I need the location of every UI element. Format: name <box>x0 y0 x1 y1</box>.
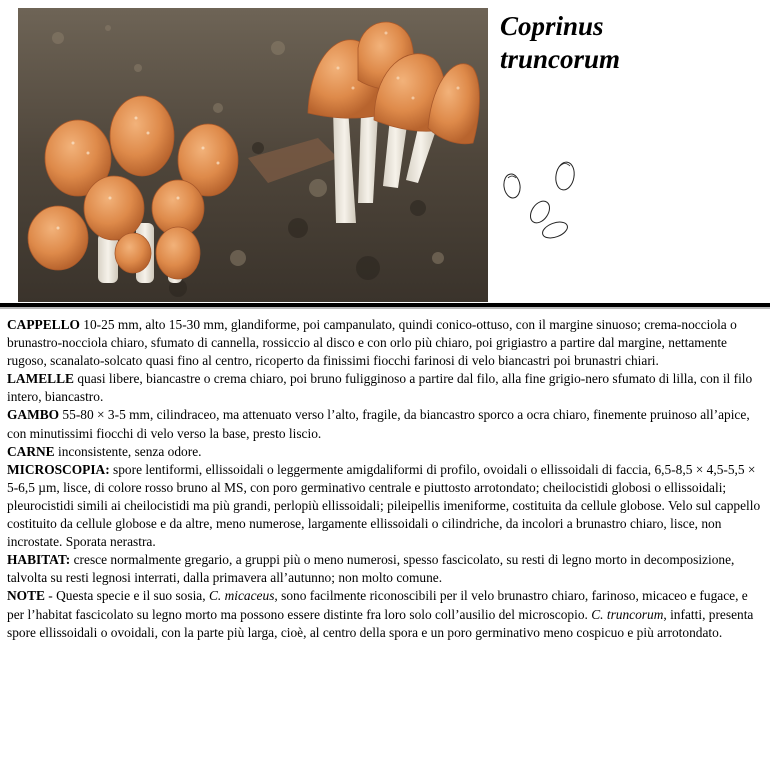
section-habitat <box>7 551 762 587</box>
species-title <box>500 10 620 76</box>
species-name: truncorum <box>500 44 621 74</box>
section-text: - Questa specie e il suo sosia, <box>44 588 209 604</box>
section-carne <box>7 443 762 461</box>
section-cappello <box>7 316 762 370</box>
mushroom-photo <box>18 8 488 302</box>
section-text: 55-80 × 3-5 mm, cilindraceo, ma attenuato verso l’alto, fragile, da biancastro sporco a ocra chiaro, finemente pruinoso all’apice, con minutissimi fiocchi di velo verso la base, presto liscio. <box>7 407 750 441</box>
section-text: spore lentiformi, ellissoidali o leggermente amigdaliformi di profilo, ovoidali o ellissoidali di faccia, 6,5-8,5 × 4,5-5,5 × 5-6,5 µm, lisce, di colore rosso bruno al MS, con poro germinativo centrale e piuttosto arrotondato; cheilocistidi globosi o ellissoidali; pleurocistidi simili ai cheilocistidi ma più grandi, perlopiù ellissoidali; pileipellis imeniforme, costituita da cellule globose. Velo sul cappello costituito da cellule globose e da altre, meno numerose, largamente ellissoidali o cilindriche, da incolori a brunastro chiaro, lisce, non incrostate. Sporata nerastra. <box>7 461 761 550</box>
separator-rule <box>0 303 770 307</box>
section-lamelle <box>7 370 762 406</box>
section-gambo <box>7 406 762 442</box>
species-reference: C. truncorum <box>591 606 664 622</box>
spore-icon <box>502 173 521 199</box>
section-text: 10-25 mm, alto 15-30 mm, glandiforme, poi campanulato, quindi conico-ottuso, con il margine sinuoso; crema-nocciola o brunastro-nocciola chiaro, sfumato di cannella, rossiccio al disco e con orlo più chiaro, poi grigiastro a partire dal margine, nettamente rugoso, scanalato-solcato quasi fino al centro, ricoperto da finissimi fiocchi farinosi di velo biancastri poi brunastri chiari. <box>7 317 737 369</box>
section-heading: NOTE <box>7 588 45 604</box>
section-text: inconsistente, senza odore. <box>54 443 202 459</box>
section-heading: HABITAT: <box>7 552 71 568</box>
section-heading: CAPPELLO <box>7 317 80 332</box>
section-microscopia <box>7 461 762 551</box>
section-heading: CARNE <box>7 443 55 459</box>
section-text: , infatti, presenta spore ellissoidali o ovoidali, con la parte più larga, cioè, al centro della spora e un poro germinativo meno cospicuo e più arrotondato. <box>7 606 754 640</box>
section-heading: LAMELLE <box>7 371 74 387</box>
section-heading: GAMBO <box>7 407 60 423</box>
spore-drawing <box>498 156 588 248</box>
section-text: quasi libere, biancastre o crema chiaro, poi bruno fuligginoso a partire dal filo, alla fine grigio-nero sfumato di lilla, con il filo intero, biancastro. <box>7 371 753 405</box>
species-description <box>7 316 762 642</box>
spore-icon <box>527 198 554 227</box>
section-text: , sono facilmente riconoscibili per il velo brunastro chiaro, farinoso, micaceo e fugace, e per l’habitat fascicolato su legno morto ma possono essere distinte fra loro solo coll’ausilio del microscopio. <box>7 588 748 622</box>
genus-name: Coprinus <box>500 11 604 41</box>
spore-icon <box>554 161 577 192</box>
section-text: cresce normalmente gregario, a gruppi più o meno numerosi, spesso fascicolato, su resti di legno morto in decomposizione, talvolta su resti legnosi interrati, dalla primavera all’autunno; non molto comune. <box>7 552 735 586</box>
species-reference: C. micaceus <box>208 588 275 604</box>
section-heading: MICROSCOPIA: <box>7 461 110 477</box>
section-note <box>7 587 762 641</box>
spore-icon <box>540 219 569 241</box>
